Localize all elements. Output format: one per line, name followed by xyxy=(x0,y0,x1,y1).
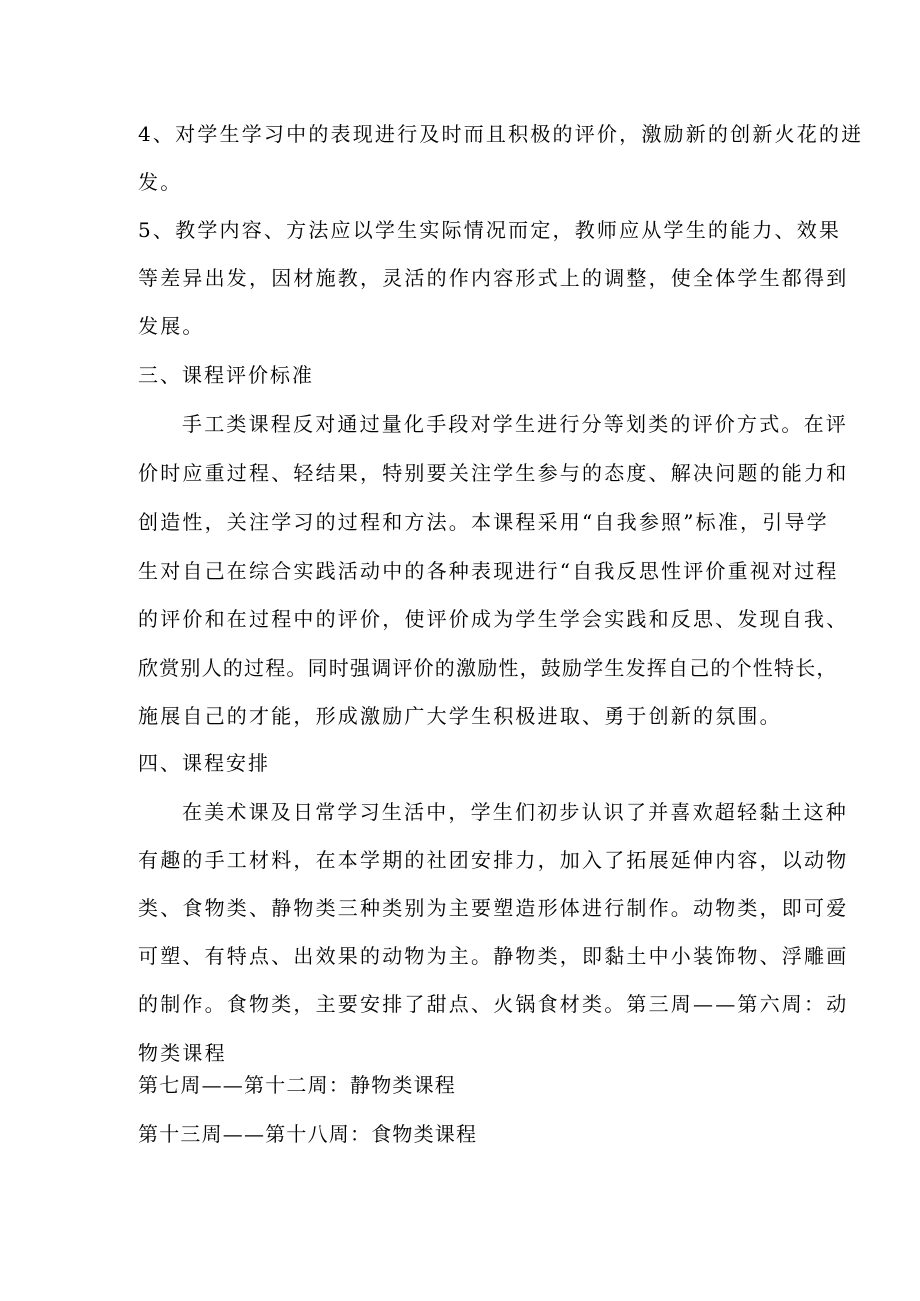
schedule-paragraph-line-4: 可塑、有特点、出效果的动物为主。静物类，即黏土中小装饰物、浮雕画 xyxy=(138,944,849,968)
paragraph-5-line-2: 等差异出发，因材施教，灵活的作内容形式上的调整，使全体学生都得到 xyxy=(138,266,849,290)
section-heading-schedule: 四、课程安排 xyxy=(138,751,270,775)
section-heading-evaluation: 三、课程评价标准 xyxy=(138,363,314,387)
evaluation-paragraph-line-6: 欣赏别人的过程。同时强调评价的激励性，鼓励学生发挥自己的个性特长， xyxy=(138,656,838,680)
evaluation-paragraph-line-3: 创造性，关注学习的过程和方法。本课程采用“自我参照”标准，引导学 xyxy=(138,510,829,534)
schedule-paragraph-line-5: 的制作。食物类，主要安排了甜点、火锅食材类。第三周——第六周：动 xyxy=(138,992,849,1016)
evaluation-paragraph-line-1: 手工类课程反对通过量化手段对学生进行分等划类的评价方式。在评 xyxy=(182,412,848,436)
schedule-paragraph-line-3: 类、食物类、静物类三种类别为主要塑造形体进行制作。动物类，即可爱 xyxy=(138,896,849,920)
paragraph-4-line-1: 4、对学生学习中的表现进行及时而且积极的评价，激励新的创新火花的迸 xyxy=(138,122,864,146)
paragraph-4-line-2: 发。 xyxy=(138,170,183,194)
evaluation-paragraph-line-5: 的评价和在过程中的评价，使评价成为学生学会实践和反思、发现自我、 xyxy=(138,607,849,631)
evaluation-paragraph-line-2: 价时应重过程、轻结果，特别要关注学生参与的态度、解决问题的能力和 xyxy=(138,461,849,485)
evaluation-paragraph-line-7: 施展自己的才能，形成激励广大学生积极进取、勇于创新的氛围。 xyxy=(138,704,782,728)
schedule-item-food: 第十三周——第十八周：食物类课程 xyxy=(138,1122,478,1146)
schedule-item-still-life: 第七周——第十二周：静物类课程 xyxy=(138,1073,456,1097)
schedule-paragraph-line-6: 物类课程 xyxy=(138,1041,227,1065)
schedule-paragraph-line-2: 有趣的手工材料，在本学期的社团安排力，加入了拓展延伸内容，以动物 xyxy=(138,848,849,872)
schedule-paragraph-line-1: 在美术课及日常学习生活中，学生们初步认识了并喜欢超轻黏土这种 xyxy=(182,800,848,824)
paragraph-5-line-1: 5、教学内容、方法应以学生实际情况而定，教师应从学生的能力、效果 xyxy=(138,218,842,242)
evaluation-paragraph-line-4: 生对自己在综合实践活动中的各种表现进行“自我反思性评价重视对过程 xyxy=(138,559,839,583)
paragraph-5-line-3: 发展。 xyxy=(138,314,205,338)
